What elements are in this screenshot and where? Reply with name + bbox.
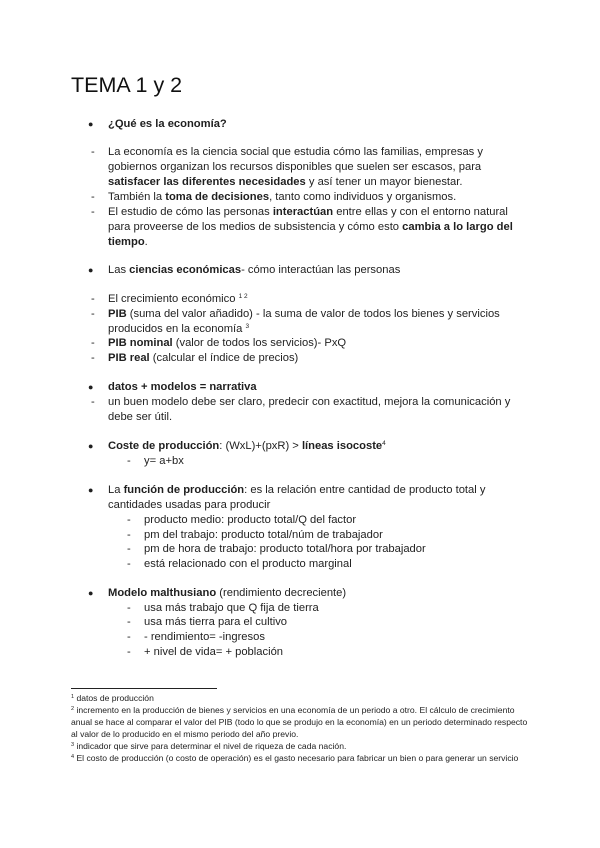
footnote-text: indicador que sirve para determinar el nivel de riqueza de cada nación. — [74, 740, 347, 751]
dash-marker: - — [91, 337, 95, 349]
text-run: (valor de todos los servicios)- PxQ — [172, 337, 347, 349]
dash-marker: - — [91, 352, 95, 364]
footnote-number: 4 — [71, 753, 75, 760]
bold-text: datos + modelos = narrativa — [108, 381, 257, 393]
dash-marker: - — [127, 616, 131, 628]
text-run: El crecimiento económico — [108, 293, 239, 305]
bold-text: Modelo malthusiano — [108, 587, 217, 599]
text-run: . — [144, 236, 148, 248]
dash-marker: - — [127, 543, 131, 555]
dash-item-buen-modelo — [91, 395, 510, 425]
bullet-item-que-es-economia — [88, 117, 227, 132]
footnote-text: datos de producción — [74, 693, 154, 703]
footnote-ref: 1 2 — [238, 293, 248, 300]
bold-text: PIB nominal — [108, 337, 173, 349]
item-text — [91, 336, 346, 351]
text-run: y= a+bx — [144, 455, 184, 467]
item-text — [127, 601, 319, 616]
item-text — [91, 586, 346, 601]
dash-marker: - — [91, 308, 95, 320]
text-run: gobiernos organizan los recursos disponibles que suelen ser escasos, para — [108, 161, 482, 173]
dash-item-pib-nominal — [91, 336, 346, 351]
footnote-text: El costo de producción (o costo de operación) es el gasto necesario para fabricar un bien o para generar un servicio — [74, 752, 519, 763]
bold-text: PIB — [108, 308, 127, 320]
text-run: La economía es la ciencia social que estudia cómo las familias, empresas y — [108, 146, 483, 158]
item-text — [91, 395, 510, 425]
item-text — [91, 439, 386, 454]
bullet-item-coste-produccion — [88, 439, 386, 454]
bullet-marker: ● — [88, 265, 94, 275]
item-text — [91, 263, 400, 278]
bullet-item-modelo-malthusiano — [88, 586, 347, 601]
bullet-item-ciencias-economicas — [88, 263, 401, 278]
item-text — [91, 117, 227, 132]
bold-text: toma de decisiones — [165, 191, 270, 203]
item-text — [127, 454, 184, 469]
item-text — [91, 292, 248, 307]
dash-marker: - — [127, 602, 131, 614]
text-run: usa más trabajo que Q fija de tierra — [144, 602, 319, 614]
text-run: está relacionado con el producto marginal — [144, 558, 352, 570]
bold-text: ciencias económicas — [129, 264, 242, 276]
dash-item-interactuan — [91, 205, 513, 250]
dash-marker: - — [127, 455, 131, 467]
text-run: pm del trabajo: producto total/núm de trabajador — [144, 529, 383, 541]
item-text — [91, 307, 500, 337]
bullet-item-narrativa — [88, 380, 257, 395]
item-text — [91, 205, 513, 250]
item-text — [91, 351, 298, 366]
dash-item-crecimiento — [91, 292, 248, 307]
dash-item-definicion — [91, 145, 483, 190]
page-title: TEMA 1 y 2 — [71, 73, 183, 97]
footnote-1 — [71, 693, 531, 705]
bullet-marker: ● — [88, 119, 94, 129]
footnote-divider — [71, 688, 217, 689]
text-run: : es la relación entre cantidad de producto total y — [244, 484, 486, 496]
text-run: producidos en la economía — [108, 323, 246, 335]
text-run: (suma del valor añadido) - la suma de valor de todos los bienes y servicios — [126, 308, 500, 320]
subdash-item-producto-marginal — [127, 557, 352, 572]
dash-marker: - — [127, 646, 131, 658]
text-run: La — [108, 484, 124, 496]
bold-text: PIB real — [108, 352, 150, 364]
footnotes — [71, 693, 531, 764]
bold-text: interactúan — [272, 206, 334, 218]
text-run: (calcular el índice de precios) — [149, 352, 299, 364]
text-run: - rendimiento= -ingresos — [144, 631, 265, 643]
item-text — [127, 645, 283, 660]
item-text — [127, 630, 265, 645]
item-text — [91, 145, 483, 190]
subdash-item-ecuacion — [127, 454, 184, 469]
bold-text: función de producción — [123, 484, 245, 496]
footnote-number: 1 — [71, 694, 75, 700]
text-run: : (WxL)+(pxR) > — [219, 440, 302, 452]
dash-marker: - — [91, 206, 95, 218]
text-run: entre ellas y con el entorno natural — [333, 206, 508, 218]
footnote-3 — [71, 741, 531, 753]
bold-text: Coste de producción — [108, 440, 220, 452]
text-run: y así tener un mayor bienestar. — [305, 176, 463, 188]
bullet-marker: ● — [88, 588, 94, 598]
text-run: También la — [108, 191, 166, 203]
footnote-text: incremento en la producción de bienes y servicios en una economía de un periodo a otro. El cálculo de crecimiento anual se hace al comparar el valor del PIB (todo lo que se produjo en la economía) en un periodo determinado respecto al valor de lo producido en el mismo periodo del año previo. — [71, 704, 528, 739]
text-run: - cómo interactúan las personas — [241, 264, 401, 276]
subdash-item-trabajo-tierra — [127, 601, 319, 616]
bullet-marker: ● — [88, 485, 94, 495]
bullet-marker: ● — [88, 441, 94, 451]
text-run: usa más tierra para el cultivo — [144, 616, 288, 628]
text-run: (rendimiento decreciente) — [216, 587, 347, 599]
subdash-item-tierra-cultivo — [127, 615, 287, 630]
subdash-item-pm-trabajo — [127, 528, 383, 543]
subdash-item-producto-medio — [127, 513, 356, 528]
footnote-ref: 3 — [245, 323, 250, 330]
text-run: debe ser útil. — [108, 411, 173, 423]
subdash-item-pm-hora — [127, 542, 426, 557]
text-run: para proveerse de los medios de subsistencia y cómo esto — [108, 221, 403, 233]
text-run: pm de hora de trabajo: producto total/hora por trabajador — [144, 543, 426, 555]
dash-marker: - — [91, 396, 95, 408]
footnote-4 — [71, 753, 531, 765]
bold-text: ¿Qué es la economía? — [108, 118, 227, 130]
bold-text: líneas isocoste — [301, 440, 383, 452]
item-text — [91, 380, 257, 395]
subdash-item-rendimiento — [127, 630, 265, 645]
bold-text: satisfacer las diferentes necesidades — [108, 176, 306, 188]
text-run: cantidades usadas para producir — [108, 499, 271, 511]
item-text — [127, 557, 352, 572]
item-text — [91, 483, 485, 513]
subdash-item-nivel-vida — [127, 645, 283, 660]
footnote-ref: 4 — [382, 440, 386, 447]
dash-marker: - — [91, 293, 95, 305]
item-text — [127, 513, 356, 528]
dash-marker: - — [91, 146, 95, 158]
text-run: + nivel de vida= + población — [144, 646, 284, 658]
footnote-number: 2 — [71, 705, 75, 712]
bullet-marker: ● — [88, 382, 94, 392]
bullet-item-funcion-produccion — [88, 483, 486, 513]
text-run: , tanto como individuos y organismos. — [269, 191, 457, 203]
text-run: un buen modelo debe ser claro, predecir con exactitud, mejora la comunicación y — [108, 396, 511, 408]
dash-marker: - — [127, 514, 131, 526]
text-run: Las — [108, 264, 130, 276]
dash-item-pib — [91, 307, 500, 337]
footnote-2 — [71, 705, 531, 741]
dash-marker: - — [91, 191, 95, 203]
bold-text: cambia a lo largo del — [402, 221, 513, 233]
dash-marker: - — [127, 631, 131, 643]
item-text — [127, 542, 426, 557]
item-text — [127, 615, 287, 630]
dash-marker: - — [127, 529, 131, 541]
bold-text: tiempo — [108, 236, 145, 248]
footnote-number: 3 — [71, 741, 75, 748]
text-run: El estudio de cómo las personas — [108, 206, 273, 218]
item-text — [127, 528, 383, 543]
item-text — [91, 190, 456, 205]
text-run: producto medio: producto total/Q del factor — [144, 514, 357, 526]
dash-item-pib-real — [91, 351, 298, 366]
dash-marker: - — [127, 558, 131, 570]
dash-item-toma-decisiones — [91, 190, 456, 205]
